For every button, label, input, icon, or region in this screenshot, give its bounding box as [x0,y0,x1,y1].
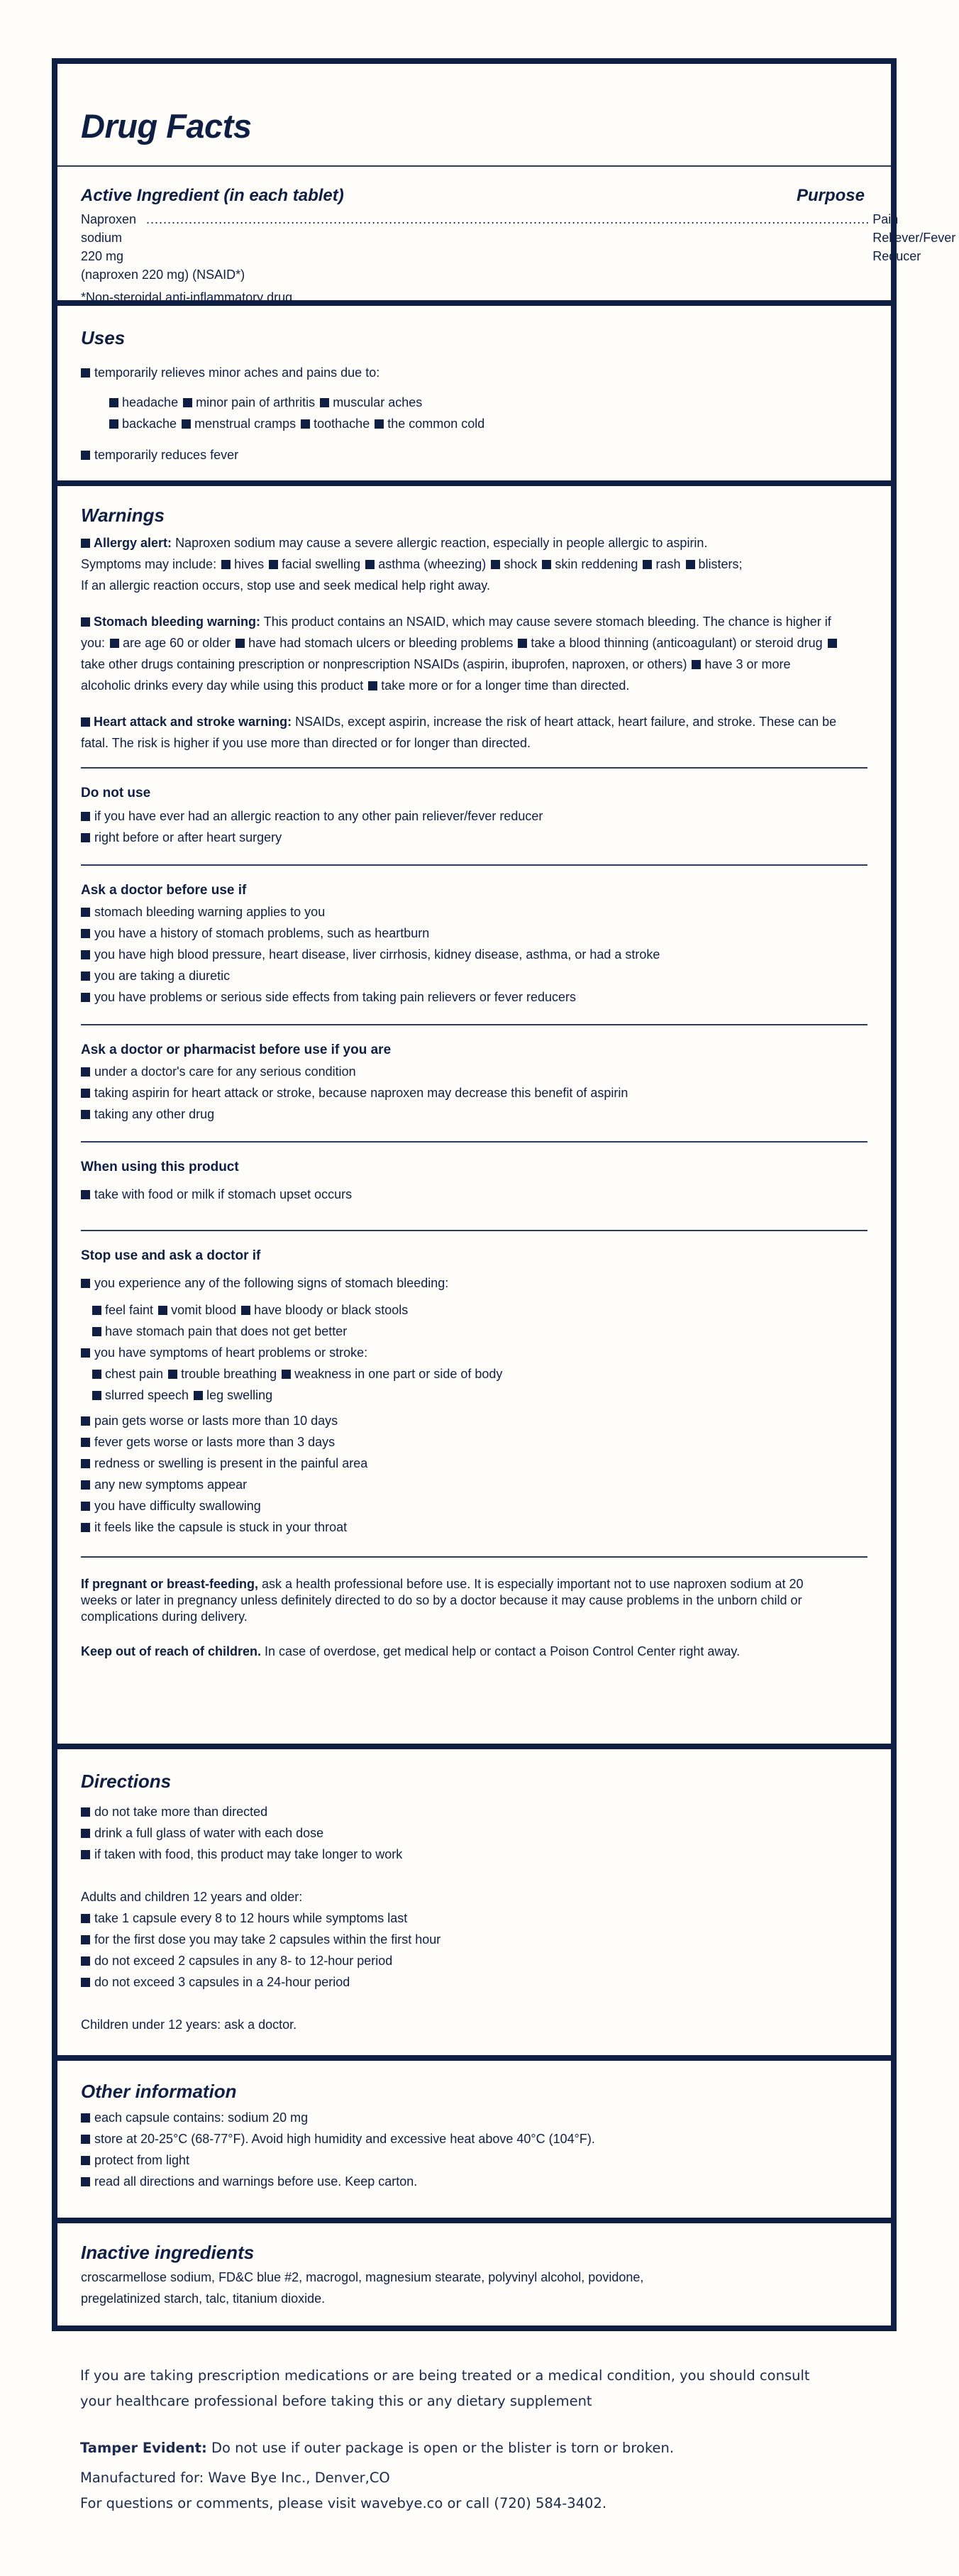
stop-use-item: you experience any of the following signs of stomach bleeding: [81,1272,867,1294]
uses-heading: Uses [81,327,126,348]
ingredient-name: Naproxen sodium 220 mg [81,212,137,263]
stop-use-item: you have difficulty swallowing [81,1495,867,1517]
purpose-heading: Purpose [796,186,865,205]
use-arthritis: minor pain of arthritis [196,395,316,409]
other-info-item: store at 20-25°C (68-77°F). Avoid high humidity and excessive heat above 40°C (104°F). [81,2128,867,2150]
symptom: blisters; [698,557,743,571]
ask-pharmacist-item: under a doctor's care for any serious condition [81,1061,867,1082]
ingredient-purpose: Pain Reliever/Fever Reducer [872,212,956,263]
leader-dots: .......................................................................................................................................................................... [146,212,870,226]
bullet-square-icon [109,419,118,429]
risk-item: take a blood thinning (anticoagulant) or steroid drug [531,636,823,650]
stomach-bleeding-warning [81,611,867,696]
ingredient-detail: (naproxen 220 mg) (NSAID*) [81,268,245,282]
uses-section [57,300,891,480]
sign-item: slurred speech [105,1388,189,1402]
uses-item: temporarily relieves minor aches and pains due to: [81,362,867,383]
keep-out-of-reach [81,1641,867,1662]
bullet-square-icon [320,398,329,407]
ask-pharmacist-heading: Ask a doctor or pharmacist before use if you are [81,1042,392,1057]
bullet-square-icon [182,419,191,429]
do-not-use-heading: Do not use [81,786,151,800]
bullet-square-icon [368,681,377,690]
adult-direction-item: do not exceed 3 capsules in a 24-hour period [81,1971,867,1993]
divider [81,1556,867,1558]
directions-item: drink a full glass of water with each dose [81,1822,867,1844]
stop-use-item: pain gets worse or lasts more than 10 days [81,1410,867,1431]
risk-item: take more or for a longer time than directed. [381,678,630,693]
sign-item: have bloody or black stools [254,1303,409,1317]
allergy-alert-label: Allergy alert: [94,536,172,550]
keep-out-label: Keep out of reach of children. [81,1644,262,1658]
bullet-square-icon [110,639,119,648]
title-section [57,106,891,145]
risk-item: have 3 or more alcoholic drinks every day while using this product [81,657,791,693]
other-info-item: each capsule contains: sodium 20 mg [81,2107,867,2128]
footer [80,2363,889,2516]
stop-use-subitems [81,1385,867,1406]
sign-item: weakness in one part or side of body [294,1367,503,1381]
stop-use-item: redness or swelling is present in the painful area [81,1453,867,1474]
symptoms-label: Symptoms may include: [81,557,217,571]
pregnancy-text: ask a health professional before use. It is especially important not to use naproxen sodium at 20 weeks or later in pregnancy unless definitely directed to do so by a doctor because it may cause problems in the unborn child or complications during delivery. [81,1577,804,1624]
divider [81,767,867,769]
bullet-square-icon [241,1306,250,1315]
other-info-item: read all directions and warnings before use. Keep carton. [81,2171,867,2192]
stop-use-subitems [81,1363,867,1385]
bullet-square-icon [168,1370,177,1379]
risk-item: take other drugs containing prescription or nonprescription NSAIDs (aspirin, ibuprofen, naproxen, or others) [81,657,687,671]
warnings-heading: Warnings [81,505,165,526]
risk-item: are age 60 or older [123,636,231,650]
stop-use-subitems [81,1321,867,1342]
symptom: asthma (wheezing) [378,557,487,571]
nsaid-footnote: *Non-steroidal anti-inflammatory drug [81,290,293,304]
sign-item: feel faint [105,1303,154,1317]
symptom: skin reddening [555,557,638,571]
directions-item: if taken with food, this product may take longer to work [81,1844,867,1865]
stop-use-subitems [81,1299,867,1321]
symptom: rash [655,557,681,571]
uses-subitems-row-2 [81,413,867,434]
active-ingredient-section [57,186,956,307]
use-common-cold: the common cold [387,417,485,431]
pregnancy-label: If pregnant or breast-feeding, [81,1577,259,1591]
bullet-square-icon [692,660,701,669]
inactive-ingredients-line: pregelatinized starch, talc, titanium dioxide. [81,2291,326,2306]
bullet-square-icon [81,617,90,627]
heart-attack-warning [81,711,867,754]
bullet-square-icon [282,1370,291,1379]
use-muscular-aches: muscular aches [333,395,423,409]
adult-direction-item: do not exceed 2 capsules in any 8- to 12-hour period [81,1950,867,1971]
children-direction: Children under 12 years: ask a doctor. [81,2018,297,2032]
bullet-square-icon [235,639,245,648]
bullet-square-icon [158,1306,167,1315]
allergy-alert-text: Naproxen sodium may cause a severe allergic reaction, especially in people allergic to aspirin. [175,536,708,550]
bullet-square-icon [221,560,231,569]
symptom: hives [234,557,265,571]
sign-item: chest pain [105,1367,164,1381]
bullet-square-icon [301,419,310,429]
bullet-square-icon [828,639,837,648]
adults-label: Adults and children 12 years and older: [81,1890,303,1904]
heart-warning-text: NSAIDs, except aspirin, increase the risk of heart attack, heart failure, and stroke. These can be fatal. The risk is higher if you use more than directed or for longer than directed. [81,715,837,750]
tamper-evident-label: Tamper Evident: [80,2440,207,2456]
bullet-square-icon [643,560,652,569]
bullet-square-icon [92,1327,101,1336]
adult-direction-item: for the first dose you may take 2 capsules within the first hour [81,1929,867,1950]
bullet-square-icon [81,717,90,727]
divider [81,1230,867,1231]
uses-item: temporarily reduces fever [81,444,867,466]
stop-use-item: any new symptoms appear [81,1474,867,1495]
use-backache: backache [122,417,177,431]
stop-use-item: you have symptoms of heart problems or stroke: [81,1342,867,1363]
stomach-warning-label: Stomach bleeding warning: [94,615,261,629]
consult-notice-line: If you are taking prescription medications or are being treated or a medical condition, you should consult [80,2367,810,2384]
drug-facts-panel [52,58,956,2331]
allergy-alert-action: If an allergic reaction occurs, stop use and seek medical help right away. [81,578,490,593]
bullet-square-icon [92,1370,101,1379]
warnings-section [57,480,891,1744]
directions-section [57,1744,891,2055]
directions-heading: Directions [81,1771,172,1792]
bullet-square-icon [183,398,192,407]
uses-subitems-row-1 [81,392,867,413]
bullet-square-icon [686,560,695,569]
bullet-square-icon [81,539,90,548]
symptom: shock [504,557,538,571]
bullet-square-icon [518,639,527,648]
when-using-item: take with food or milk if stomach upset occurs [81,1184,867,1205]
bullet-square-icon [92,1306,101,1315]
stomach-warning-text: This product contains an NSAID, which may cause severe stomach bleeding. The chance is higher if you: [81,615,831,650]
consult-notice-line: your healthcare professional before taking this or any dietary supplement [80,2393,592,2409]
do-not-use-item: right before or after heart surgery [81,827,867,848]
bullet-square-icon [194,1391,203,1400]
page-title: Drug Facts [81,107,252,145]
when-using-heading: When using this product [81,1160,239,1174]
manufacturer-line: Manufactured for: Wave Bye Inc., Denver,CO [80,2470,390,2486]
other-information-section [57,2055,891,2218]
sign-item: vomit blood [171,1303,237,1317]
tamper-evident-notice [80,2435,889,2461]
ask-pharmacist-item: taking aspirin for heart attack or stroke, because naproxen may decrease this benefit of aspirin [81,1082,867,1103]
bullet-square-icon [269,560,278,569]
adult-direction-item: take 1 capsule every 8 to 12 hours while symptoms last [81,1908,867,1929]
other-info-item: protect from light [81,2150,867,2171]
ask-doctor-item: you are taking a diuretic [81,965,867,986]
contact-line: For questions or comments, please visit wavebye.co or call (720) 584-3402. [80,2495,607,2511]
inactive-ingredients-heading: Inactive ingredients [81,2242,255,2263]
use-toothache: toothache [314,417,370,431]
bullet-square-icon [365,560,375,569]
sign-item: trouble breathing [181,1367,277,1381]
use-menstrual-cramps: menstrual cramps [194,417,296,431]
bullet-square-icon [92,1391,101,1400]
heart-warning-label: Heart attack and stroke warning: [94,715,292,729]
ask-doctor-heading: Ask a doctor before use if [81,883,247,898]
inactive-ingredients-section [57,2218,891,2331]
pregnancy-warning [81,1576,867,1625]
bullet-square-icon [109,398,118,407]
inactive-ingredients-line: croscarmellose sodium, FD&C blue #2, macrogol, magnesium stearate, polyvinyl alcohol, povidone, [81,2270,644,2284]
stop-use-heading: Stop use and ask a doctor if [81,1248,261,1263]
ask-doctor-item: stomach bleeding warning applies to you [81,901,867,923]
title-divider [57,165,891,167]
sign-item: have stomach pain that does not get better [105,1324,348,1338]
stop-use-item: fever gets worse or lasts more than 3 days [81,1431,867,1453]
use-headache: headache [122,395,179,409]
symptom: facial swelling [282,557,361,571]
ask-pharmacist-item: taking any other drug [81,1103,867,1125]
bullet-square-icon [375,419,384,429]
divider [81,864,867,866]
keep-out-text: In case of overdose, get medical help or contact a Poison Control Center right away. [265,1644,741,1658]
directions-item: do not take more than directed [81,1801,867,1822]
do-not-use-item: if you have ever had an allergic reaction to any other pain reliever/fever reducer [81,805,867,827]
sign-item: leg swelling [206,1388,273,1402]
ask-doctor-item: you have a history of stomach problems, such as heartburn [81,923,867,944]
active-ingredient-heading: Active Ingredient (in each tablet) [81,186,344,205]
divider [81,1024,867,1025]
divider [81,1141,867,1143]
ask-doctor-item: you have problems or serious side effects from taking pain relievers or fever reducers [81,986,867,1008]
other-information-heading: Other information [81,2081,237,2102]
tamper-evident-text: Do not use if outer package is open or the blister is torn or broken. [211,2440,675,2456]
bullet-square-icon [491,560,500,569]
stop-use-item: it feels like the capsule is stuck in your throat [81,1517,867,1538]
allergy-alert [81,532,867,596]
ask-doctor-item: you have high blood pressure, heart disease, liver cirrhosis, kidney disease, asthma, or had a stroke [81,944,867,965]
risk-item: have had stomach ulcers or bleeding problems [248,636,514,650]
bullet-square-icon [542,560,551,569]
